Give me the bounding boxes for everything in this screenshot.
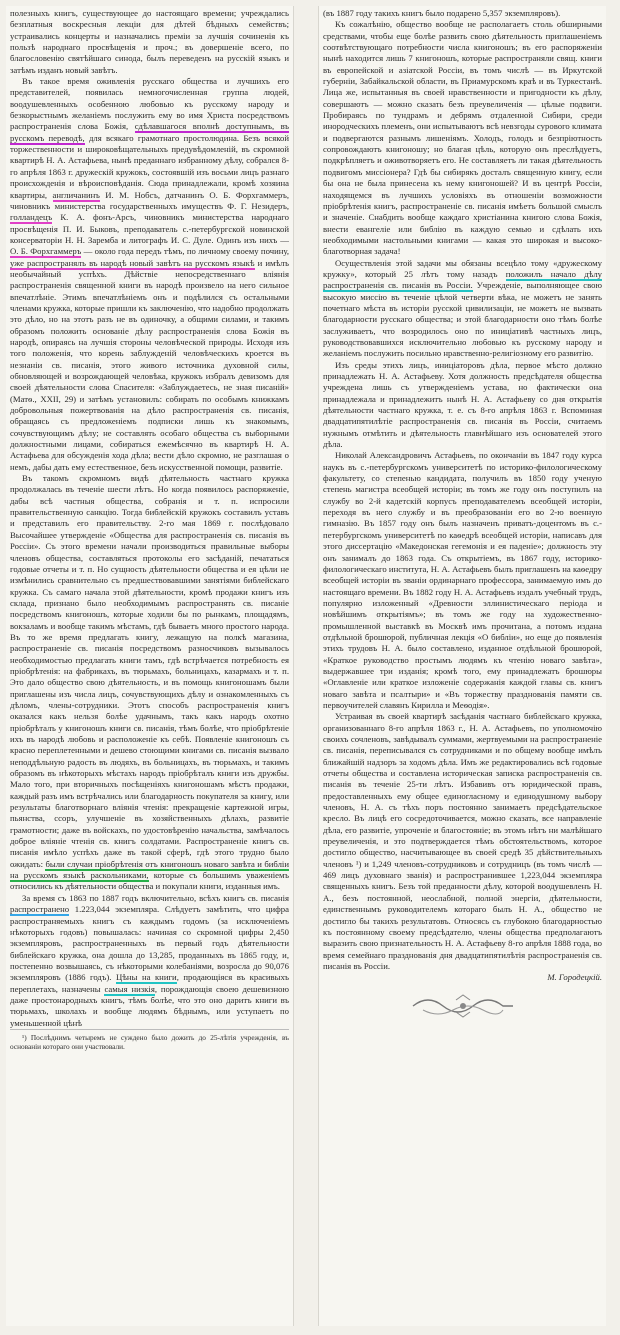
text-run: К. А. фонъ-Арсъ, чиновникъ министерства народнаго просвѣщенія П. И. Быковъ, преподаватель с.-петербургской новинской консерваторіи Н. Н. Заремба и литографъ И. С. Дуле. Одинъ изъ нихъ — [10, 212, 289, 245]
highlight-beginning: положилъ начало дѣлу распространенія св. писанія въ Россіи. [323, 268, 603, 291]
right-paragraph-6: Устраивая въ своей квартирѣ засѣданія частнаго библейскаго кружка, организованнаго 8-го апрѣля 1863 г., Н. А. Астафьевъ, по уполномочію своихъ сочленовъ, завѣдывалъ суммами, жертвуемыми на распространеніе св. писанія, переписывался съ сотрудниками и по общему вообще имѣлъ ближайшій надзоръ за ходомъ дѣла. Имъ же редактировались всѣ годовые отчеты общества и составлена историческая записка распространенія св. писанія въ теченіе 25-ти лѣтъ. Избавивъ отъ юридической правъ, предоставленныхъ ему общее единогласному и единодушному выбору членовъ, Н. А. съ тѣхъ поръ постоянно занимаетъ предсѣдательское кресло. Въ лицѣ его сосредоточивается, можно сказать, все направленіе дѣла, его развитіе, упроченіе и благостояніе; въ этомъ нѣтъ ни малѣйшаго преувеличенія, и это подтверждается тѣмъ обстоятельствомъ, которое достигло общество, насчитывающее въ своей средѣ 35 дѣйствительныхъ членовъ ¹) и 1,249 членовъ-сотрудниковъ и сотрудницъ (въ томъ числѣ — 469 лицъ духовнаго званія) и распространившее 1,223,044 экземпляра священныхъ книгъ. Безъ той преданности дѣлу, которой воодушевленъ Н. А., безъ постоянной, неослабной, полной энергіи, дѣятельности, единственнымъ руководителемъ котораго былъ Н. А., общество не достигло бы такихъ результатовъ. Относясь съ глубокою благодарностью къ постоянному своему предсѣдателю, члены общества предполагаютъ выразить свою признательность Н. А. Астафьеву 8-го апрѣля 1888 года, во время семейнаго празднованія дня двадцатипятилѣтія распространенія св. писанія въ Россіи. [323, 711, 602, 971]
text-run: — около года передъ тѣмъ, по личному своему почину, [83, 246, 290, 257]
text-run: 1.223,044 экземпляра. Слѣдуетъ замѣтить, что цифра распространяемыхъ книгъ съ каждымъ годомъ (за исключеніемъ нѣкоторыхъ годовъ) повышалась: начиная со скромной цифры 2,450 экземпляровъ, распространенныхъ въ первый годъ дѣятельности библейскаго кружка, она дошла до 13,285, проданныхъ въ 1865 году, и, постепенно возвышаясь, съ нѣкоторыми колебаніями, возросла до 90,076 экземпляровъ (1886 годъ). [10, 904, 290, 983]
tailpiece-ornament-icon [408, 992, 518, 1020]
left-paragraph-3 [10, 473, 289, 893]
text-run: И. М. Нобсъ, датчанинъ О. Б. Форхгаммеръ, чиновникъ министерства государственныхъ имуществъ Ф. Г. Незидеръ, [10, 189, 290, 211]
highlight-lowest: самыя низкія [104, 983, 155, 994]
highlight-raskolniki: были случаи пріобрѣтенія отъ книгоношъ новаго завѣта и библіи на русскомъ языкѣ раскольниками, [10, 858, 289, 881]
right-paragraph-1: (въ 1887 году такихъ книгъ было подарено 5,357 экземпляровъ). [323, 8, 561, 18]
text-run: , продающіяся въ красивыхъ переплетахъ, назначены [10, 972, 289, 994]
right-column [318, 6, 606, 1326]
highlight-pink: сдѣлавшагося вполнѣ доступнымъ, въ русскомъ переводѣ, [10, 121, 289, 143]
author-signature: М. Городецкій. [547, 972, 602, 983]
highlight-prices: Цѣны на книги [115, 972, 177, 983]
text-run: Въ такомъ скромномъ видѣ дѣятельность частнаго кружка продолжалась въ теченіе шести лѣтъ. Но когда появилось распоряженіе, дабы всѣ частныя общества, собранія и т. п. испросили правительственную санкцію. Тогда библейскій кружокъ составилъ уставъ и представилъ его правительству. 2-го мая 1869 г. послѣдовало Высочайшее утвержденіе «Общества для распространенія св. писанія въ Россіи». Съ этого времени начали производиться правильные выборы членовъ общества, составляться протоколы его засѣданій, печататься годовые отчеты и т. п. Но сущность дѣятельности общества и ея цѣли не измѣнились сравнительно съ предшествовавшими занятіями библейскаго кружка. Съ самаго начала этой дѣятельности, кромѣ продажи книгъ изъ склада, признано было необходимымъ распространять св. писаніе посредствомъ книгоношъ, которые ходили бы по рынкамъ, площадямъ, вокзаламъ и вообще такимъ мѣстамъ, гдѣ бываетъ много простого народа. Въ то же время предлагать книгу, лежащую на полкѣ магазина, распространеніе св. писанія посредствомъ разносчиковъ вызывалось необходимостью предлагать книги тамъ, гдѣ встрѣчается потребность ея пріобрѣтенія: на фабрикахъ, въ тюрьмахъ, больницахъ, казармахъ и т. п. Это дало общество свою дѣятельность, и въ помощь книгоношамъ были приглашены изъ числа лицъ, сочувствующихъ дѣлу и ознакомленныхъ съ дѣломъ, члены-сотрудники. Этотъ способъ распространенія книгъ оказался какъ нельзя болѣе удачнымъ, такъ какъ народъ охотно пріобрѣталъ у книгоношъ книги св. писанія, тѣмъ болѣе, что пріобрѣтеніе ихъ въ народѣ любовь и расположеніе къ себѣ. Появленіе книгоношъ съ красно переплетенными и дешево стоющими книгами св. писанія вызвало неподдѣльную радость въ людяхъ, въ больницахъ, въ тюрьмахъ, и такимъ образомъ въ нѣкоторыхъ мѣстахъ народъ пріобрѣталъ книги изъ дружбы. Мало того, при вторичныхъ посѣщеніяхъ книгоношамъ мѣстъ продажи, каждый разъ имъ встрѣчались или благодарность покупателя за книгу, или результаты благотворнаго вліянія чтенія: прекращеніе картежной игры, пьянства, ссоръ, улучшеніе въ хозяйственныхъ дѣлахъ, развитіе грамотности; даже въ войскахъ, по удостовѣренію начальства, замѣчалось доброе вліяніе чтенія св. книгъ солдатами. Распространеніе книгъ св. писанія имѣло успѣхъ даже въ такой сферѣ, гдѣ этого трудно было ожидать: [10, 473, 289, 869]
highlight-forchhammer: О. Б. Форхгаммеръ [10, 246, 82, 257]
text-run: Учрежденіе, выполняющее свою высокую миссію въ теченіе цѣлой четверти вѣка, не можетъ не занять почетнаго мѣста въ исторіи русской цивилизаціи, не можетъ не вызвать благодарности русскаго общества; и этой благодарности оно тѣмъ болѣе заслуживаетъ, что возродилось оно по иниціативѣ частныхъ лицъ, руководствовавшихся исключительно любовью къ русскому народу и желаніемъ послужить посильно нравственно-религіозному его развитію. [323, 280, 603, 359]
left-paragraph-1: полезныхъ книгъ, существующее до настоящаго времени; учреждались безплатныя воскресныя лекціи для дѣтей бѣдныхъ семействъ; устраивались концерты и назначались преміи за лучшія сочиненія къ пользѣ народнаго просвѣщенія и проч.; въ довершеніе всего, по благословенію святѣйшаго синода, былъ переведенъ на русскій языкъ и затѣмъ изданъ новый завѣтъ. [10, 8, 289, 75]
left-paragraph-4 [10, 893, 289, 1029]
right-paragraph-4: Изъ среды этихъ лицъ, иниціаторовъ дѣла, первое мѣсто должно принадлежать Н. А. Астафьеву. Хотя должность предсѣдателя общества учреждена лишь съ утвержденіемъ устава, но фактически она принадлежала и принадлежитъ нынѣ Н. А. Астафьеву со дня открытія дѣятельности частнаго кружка, т. е. съ 8-го апрѣля 1863 г. Вспоминая двадцатипятилѣтіе распространенія св. писанія въ Россіи, считаемъ нужнымъ отмѣтить и дѣятельность главнѣйшаго изъ основателей этого дѣла. [323, 359, 602, 450]
text-run: Въ такое время оживленія русскаго общества и лучшихъ его представителей, появилась немногочисленная группа людей, воодушевленныхъ особенною любовью къ русскому народу и безкорыстнымъ желаніемъ послужить ему во имя Христа посредствомъ распространенія слова Божія, [10, 76, 289, 132]
text-run: За время съ 1863 по 1887 годъ включительно, всѣхъ книгъ св. писанія [22, 892, 289, 903]
highlight-englishman: англичанинъ [52, 189, 100, 200]
left-paragraph-2 [10, 76, 289, 473]
left-column [6, 6, 294, 1326]
right-paragraph-2: Къ сожалѣнію, общество вообще не располагаетъ столь обширными средствами, чтобы еще болѣе развить свою дѣятельность приглашеніемъ соотвѣтствующаго потребности числа книгоношъ; въ его распоряженіи нынѣ находится лишь 7 книгоношъ, которые распространяли свящ. книги въ европейской и азіатской Россіи, въ томъ числѣ — въ Иркутской губерніи, Забайкальской области, въ Приамурскомъ краѣ и въ Туркестанѣ. Лица же, испытанныя въ своей нравственности и пригодности къ дѣлу, совершаютъ — можно сказать безъ преувеличенія — цѣлые подвиги. Пробираясь по тундрамъ и дебрямъ отдаленной Сибири, среди инородческихъ племенъ, они испытываютъ всѣ невзгоды сурового климата и подвергаются разнымъ лишеніямъ. Холодъ, голодъ и безпріютность сопровождаютъ книгоношу; но благая цѣль, которую онъ преслѣдуетъ, подкрѣпляетъ и оживотворяетъ его. Не составляетъ ли такая дѣятельность подвигомъ миссіонера? Гдѣ бы сибирякъ досталъ священную книгу, если бы она не была принесена къ нему книгоношей? И въ центрѣ Россіи, находящемся въ лучшихъ условіяхъ въ отношеніи возможности пріобрѣтенія книгъ, распространеніе св. писанія имѣетъ большой смыслъ и значеніе. Снабдить вообще каждаго христіанина книгою слова Божія, внести евангеліе или библію въ каждую семью и сдѣлать ихъ необходимыми настольными книгами — какая это широкая и высоко-благотворная задача! [323, 19, 602, 257]
text-run: , порождающія своею дешевизною даже простонародныхъ книгъ, тѣмъ болѣе, что это оно даритъ книги въ тюрьмахъ, школахъ и вообще людямъ бѣднымъ, или уступаетъ по уменьшенной цѣнѣ [10, 983, 289, 1028]
text-run: для всякаго грамотнаго простолюдина. Безъ всякой торжественности и широковѣщательныхъ предувѣдомленій, въ скромной квартирѣ Н. А. Астафьева, нынѣ преданнаго избранному дѣлу, собрался 8-го апрѣля 1863 г. дружескій кружокъ, состоявшій изъ восьми лицъ разнаго происхожденія и вѣроисповѣданія. Сюда принадлежали, кромѣ хозяина квартиры, [10, 132, 290, 200]
highlight-new-testament: уже распространялъ въ народѣ новый завѣтъ на русскомъ языкѣ [10, 257, 255, 268]
highlight-distributed: распространено [10, 904, 70, 915]
right-paragraph-3 [323, 258, 602, 360]
highlight-dutchman: голландецъ [10, 212, 53, 223]
text-run: которые съ большимъ уваженіемъ относились къ дѣятельности общества и покупали книги, изданныя имъ. [10, 870, 289, 892]
footnote: ¹) Послѣднимъ четыремъ не суждено было дожить до 25-лѣтія учрежденія, въ основаніи котораго они участвовали. [10, 1029, 289, 1051]
text-run: и имѣлъ необычайный успѣхъ. Дѣйствіе непосредственнаго вліянія распространенія священной книги въ народѣ произвело на него сильное впечатлѣніе. Этимъ впечатлѣніемъ онъ и подѣлился съ остальными членами кружка, которые пришли къ заключенію, что надобно продолжать это дѣло, но на этотъ разъ не въ одиночку, а общими силами, и такимъ образомъ положить основаніе дѣлу распространенія слова Божія въ народѣ, опираясь на лучшія стороны человѣческой природы. Исходя изъ того положенія, что корень заблужденій человѣческихъ кроется въ незнаніи св. писанія, этого живого источника духовной силы, обновляющей и возрождающей человѣка, кружокъ избралъ девизомъ для своей дѣятельности слова Спасителя: «Заблуждаетесь, не зная писаній» (Матѳ., XXII, 29) и затѣмъ установилъ: собирать по особымъ книжкамъ добровольныя пожертвованія на дѣло распространенія св. писанія, обращаясь съ предложеніемъ подписки лишь къ знакомымъ, сочувствующимъ дѣлу; не составлять особаго общества съ выборными должностными лицами, собираться ежемѣсячно въ квартирѣ Н. А. Астафьева для обсужденія хода дѣла; вести дѣло скромно, не разглашая о немъ, дабы дать ему естественное, безъ искусственной помощи, развитіе. [10, 257, 290, 472]
text-run: Осуществленія этой задачи мы обязаны всецѣло тому «дружескому кружку», который 25 лѣтъ тому назадъ [323, 257, 602, 279]
right-paragraph-5: Николай Александровичъ Астафьевъ, по окончаніи въ 1847 году курса наукъ въ с.-петербургскомъ университетѣ по историко-филологическому факультету, со степенью кандидата, получилъ въ 1850 году ученую степень магистра всеобщей исторіи; въ томъ же году онъ поступилъ на службу во 2-й кадетскій корпусъ преподавателемъ всеобщей исторіи, переходя въ него службу и въ преобразованіи его во 2-ю военную гимназію. Въ 1857 году онъ былъ назначенъ приватъ-доцентомъ въ с.-петербургскомъ университетѣ по каѳедрѣ всеобщей исторіи, написавъ для этого диссертацію «Македонская гегемонія и ея паденіе»; должность эту онъ занималъ до 1863 года. Съ открытіемъ, въ 1867 году, историко-филологическаго института, Н. А. Астафьевъ былъ приглашенъ на каѳедру всеобщей исторіи въ званіи ординарнаго профессора, занимаемую имъ до настоящаго времени. Въ 1882 году Н. А. Астафьевъ издалъ учебный трудъ, популярно изложенный «Древности эллинистическаго періода и новѣйшимъ открытіямъ»; въ томъ же году на художественно-промышленной выставкѣ въ Москвѣ имъ прочитана, а потомъ издана отдѣльной брошюрой, публичная лекція «О библіи», но еще до появленія этихъ трудовъ Н. А. было составлено, изданное отдѣльной брошюрой, «Краткое руководство простымъ людямъ къ чтенію новаго завѣта», выдержавшее три изданія; кромѣ того, ему принадлежатъ брошюры «Оглавленіе или краткое изложеніе содержанія каждой главы св. книгъ новаго завѣта и псалтыри» и «Въ торжеству празднованія памяти св. первоучителей славянъ Кирилла и Меѳодія». [323, 450, 602, 710]
